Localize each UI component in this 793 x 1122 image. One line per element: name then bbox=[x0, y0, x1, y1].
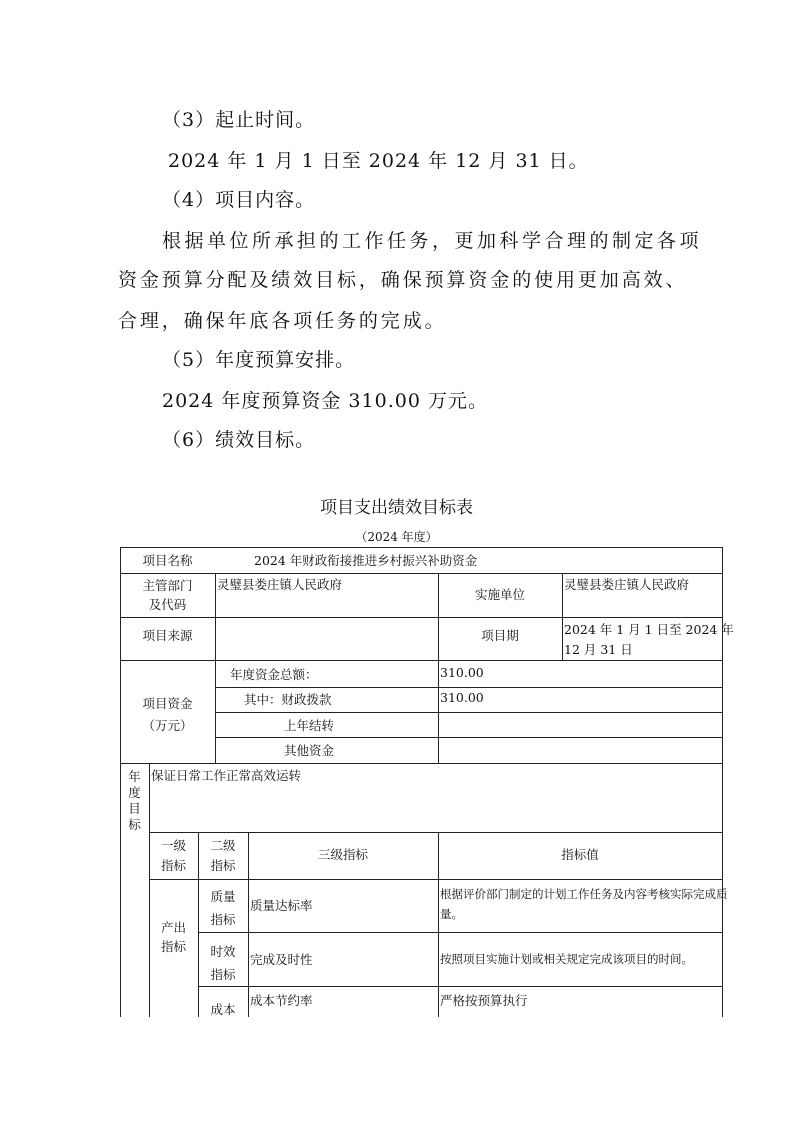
paragraph-start-end-time-heading: （3）起止时间。 bbox=[162, 109, 316, 131]
header-level1-line-2: 指标 bbox=[160, 858, 186, 873]
implementing-unit-value: 灵璧县娄庄镇人民政府 bbox=[564, 577, 690, 592]
fund-total-value: 310.00 bbox=[440, 665, 484, 680]
output-indicator-line-1: 产出 bbox=[160, 920, 186, 935]
fund-fiscal-label: 其中：财政拨款 bbox=[244, 692, 332, 707]
fund-carryover-label: 上年结转 bbox=[284, 718, 335, 733]
cost-indicator-name: 成本节约率 bbox=[250, 993, 313, 1008]
paragraph-date-range: 2024 年 1 月 1 日至 2024 年 12 月 31 日。 bbox=[168, 150, 589, 172]
project-funds-label-line-2: （万元） bbox=[142, 718, 193, 733]
project-funds-label-line-1: 项目资金 bbox=[142, 696, 193, 711]
header-level1-line-1: 一级 bbox=[160, 838, 186, 853]
paragraph-content-line-3: 合理，确保年底各项任务的完成。 bbox=[118, 310, 447, 332]
header-level3: 三级指标 bbox=[317, 847, 368, 862]
table-title: 项目支出绩效目标表 bbox=[320, 498, 473, 518]
annual-goal-label-char-3: 目 bbox=[128, 801, 141, 816]
quality-indicator-line-1: 质量 bbox=[210, 889, 236, 904]
timeliness-indicator-name: 完成及时性 bbox=[250, 952, 313, 967]
paragraph-content-line-2: 资金预算分配及绩效目标，确保预算资金的使用更加高效、 bbox=[118, 269, 688, 291]
department-label-line-2: 及代码 bbox=[148, 597, 187, 612]
paragraph-budget-amount: 2024 年度预算资金 310.00 万元。 bbox=[162, 390, 488, 412]
project-period-label: 项目期 bbox=[481, 628, 519, 643]
annual-goal-value: 保证日常工作正常高效运转 bbox=[151, 768, 302, 783]
cost-indicator-line-1: 成本 bbox=[210, 1002, 236, 1017]
annual-goal-label-char-1: 年 bbox=[128, 769, 141, 784]
timeliness-indicator-value: 按照项目实施计划或相关规定完成该项目的时间。 bbox=[440, 952, 693, 966]
paragraph-budget-heading: （5）年度预算安排。 bbox=[162, 349, 356, 371]
project-name-value: 2024 年财政衔接推进乡村振兴补助资金 bbox=[254, 553, 478, 568]
annual-goal-label-char-2: 度 bbox=[128, 785, 141, 800]
header-level2-line-1: 二级 bbox=[210, 838, 236, 853]
quality-indicator-value-line-2: 量。 bbox=[440, 907, 463, 921]
quality-indicator-line-2: 指标 bbox=[210, 912, 236, 927]
fund-total-label: 年度资金总额： bbox=[230, 667, 318, 682]
paragraph-performance-goal-heading: （6）绩效目标。 bbox=[162, 429, 316, 451]
timeliness-indicator-line-1: 时效 bbox=[210, 944, 236, 959]
project-period-line-2: 12 月 31 日 bbox=[564, 642, 633, 657]
cost-indicator-value: 严格按预算执行 bbox=[440, 993, 528, 1008]
department-value: 灵璧县娄庄镇人民政府 bbox=[217, 577, 343, 592]
header-indicator-value: 指标值 bbox=[561, 847, 599, 862]
paragraph-content-line-1: 根据单位所承担的工作任务，更加科学合理的制定各项 bbox=[162, 230, 703, 252]
department-label-line-1: 主管部门 bbox=[142, 578, 193, 593]
output-indicator-line-2: 指标 bbox=[160, 939, 186, 954]
fund-fiscal-value: 310.00 bbox=[440, 690, 484, 705]
project-source-label: 项目来源 bbox=[142, 628, 193, 643]
quality-indicator-value-line-1: 根据评价部门制定的计划工作任务及内容考核实际完成质 bbox=[440, 887, 728, 901]
project-period-line-1: 2024 年 1 月 1 日至 2024 年 bbox=[564, 622, 734, 637]
paragraph-project-content-heading: （4）项目内容。 bbox=[162, 189, 316, 211]
quality-indicator-name: 质量达标率 bbox=[250, 898, 313, 913]
project-name-label: 项目名称 bbox=[142, 553, 193, 568]
timeliness-indicator-line-2: 指标 bbox=[210, 967, 236, 982]
implementing-unit-label: 实施单位 bbox=[474, 587, 525, 602]
table-subtitle: （2024 年度） bbox=[355, 530, 438, 544]
annual-goal-label-char-4: 标 bbox=[128, 817, 141, 832]
header-level2-line-2: 指标 bbox=[210, 858, 236, 873]
fund-other-label: 其他资金 bbox=[284, 743, 335, 758]
